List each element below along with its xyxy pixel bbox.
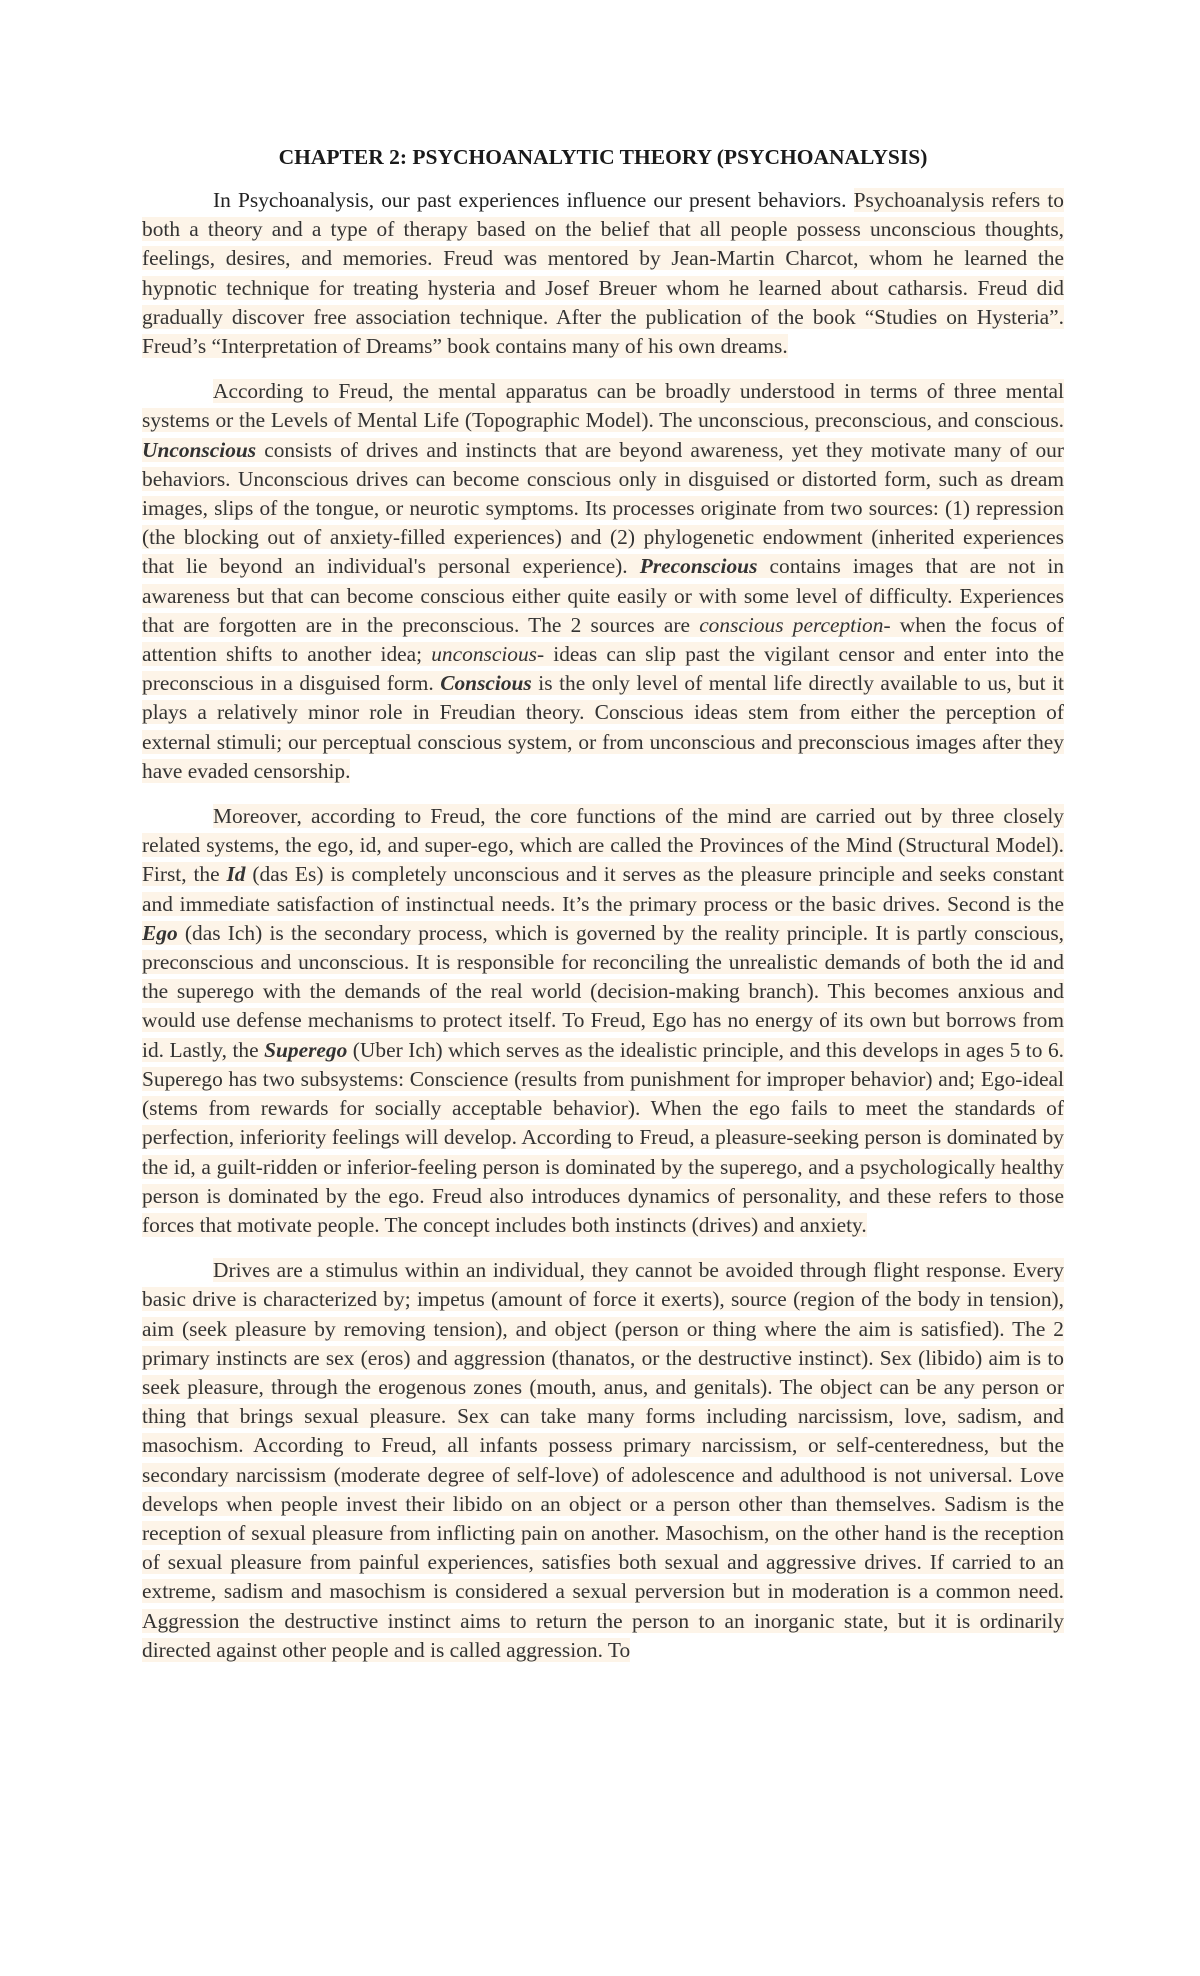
text-segment: Psychoanalysis refers to both a theory and a type of therapy based on the belief that all people possess unconscious thoughts, feelings, desires, and memories. Freud was mentored by Jean-Martin Charcot, whom he learned the hypnotic technique for treating hysteria and Josef Breuer whom he learned about catharsis. Freud did gradually discover free association technique. After the publication of the book “Studies on Hysteria”. Freud’s “Interpretation of Dreams” book contains many of his own dreams. xyxy=(142,188,1064,359)
emphasized-term: Ego xyxy=(142,920,178,945)
document-content xyxy=(142,143,1064,1681)
paragraph-list xyxy=(142,186,1064,1665)
text-segment: (das Es) is completely unconscious and it serves as the pleasure principle and seeks constant and immediate satisfaction of instinctual needs. It’s the primary process or the basic drives. Second is the xyxy=(142,862,1064,916)
text-segment: (das Ich) is the secondary process, which is governed by the reality principle. It is partly conscious, preconscious and unconscious. It is responsible for reconciling the unrealistic demands of both the id and the superego with the demands of the real world (decision-making branch). This becomes anxious and would use defense mechanisms to protect itself. To Freud, Ego has no energy of its own but borrows from id. Lastly, the xyxy=(142,920,1064,1062)
body-paragraph xyxy=(142,186,1064,361)
emphasized-term: Preconscious xyxy=(639,554,758,579)
emphasized-term: Conscious xyxy=(440,671,532,696)
emphasized-term: Unconscious xyxy=(142,437,257,462)
text-segment: contains images that are not in awareness but that can become conscious either quite easily or with some level of difficulty. Experiences that are forgotten are in the preconscious. The 2 sources are xyxy=(142,554,1064,637)
text-segment: (Uber Ich) which serves as the idealistic principle, and this develops in ages 5 to 6. Superego has two subsystems: Conscience (results from punishment for improper behavior) and; Ego-ideal (stems from rewards for socially acceptable behavior). When the ego fails to meet the standards of perfection, inferiority feelings will develop. According to Freud, a pleasure-seeking person is dominated by the id, a guilt-ridden or inferior-feeling person is dominated by the superego, and a psychologically healthy person is dominated by the ego. Freud also introduces dynamics of personality, and these refers to those forces that motivate people. The concept includes both instincts (drives) and anxiety. xyxy=(142,1037,1064,1237)
italic-term: unconscious xyxy=(431,642,537,667)
body-paragraph xyxy=(142,1256,1064,1665)
emphasized-term: Superego xyxy=(264,1037,348,1062)
emphasized-term: Id xyxy=(226,862,246,887)
text-segment: - ideas can slip past the vigilant censor and enter into the preconscious in a disguised form. xyxy=(142,642,1064,696)
body-paragraph xyxy=(142,802,1064,1240)
text-segment: Moreover, according to Freud, the core functions of the mind are carried out by three closely related systems, the ego, id, and super-ego, which are called the Provinces of the Mind (Structural Model). First, the xyxy=(142,804,1064,887)
text-segment: - when the focus of attention shifts to another idea; xyxy=(142,612,1064,667)
body-paragraph xyxy=(142,377,1064,786)
text-segment: Drives are a stimulus within an individual, they cannot be avoided through flight response. Every basic drive is characterized by; impetus (amount of force it exerts), source (region of the body in tension), aim (seek pleasure by removing tension), and object (person or thing where the aim is satisfied). The 2 primary instincts are sex (eros) and aggression (thanatos, or the destructive instinct). Sex (libido) aim is to seek pleasure, through the erogenous zones (mouth, anus, and genitals). The object can be any person or thing that brings sexual pleasure. Sex can take many forms including narcissism, love, sadism, and masochism. According to Freud, all infants possess primary narcissism, or self-centeredness, but the secondary narcissism (moderate degree of self-love) of adolescence and adulthood is not universal. Love develops when people invest their libido on an object or a person other than themselves. Sadism is the reception of sexual pleasure from inflicting pain on another. Masochism, on the other hand is the reception of sexual pleasure from painful experiences, satisfies both sexual and aggressive drives. If carried to an extreme, sadism and masochism is considered a sexual perversion but in moderation is a common need. Aggression the destructive instinct aims to return the person to an inorganic state, but it is ordinarily directed against other people and is called aggression. To xyxy=(142,1258,1064,1662)
chapter-title: CHAPTER 2: PSYCHOANALYTIC THEORY (PSYCHOANALYSIS) xyxy=(278,145,928,169)
text-segment: is the only level of mental life directly available to us, but it plays a relatively minor role in Freudian theory. Conscious ideas stem from either the perception of external stimuli; our perceptual conscious system, or from unconscious and preconscious images after they have evaded censorship. xyxy=(142,671,1064,783)
text-segment: consists of drives and instincts that are beyond awareness, yet they motivate many of our behaviors. Unconscious drives can become conscious only in disguised or distorted form, such as dream images, slips of the tongue, or neurotic symptoms. Its processes originate from two sources: (1) repression (the blocking out of anxiety-filled experiences) and (2) phylogenetic endowment (inherited experiences that lie beyond an individual's personal experience). xyxy=(142,437,1064,579)
italic-term: conscious perception xyxy=(699,612,884,637)
text-segment: In Psychoanalysis, our past experiences influence our present behaviors. xyxy=(213,188,854,212)
text-segment: According to Freud, the mental apparatus can be broadly understood in terms of three mental systems or the Levels of Mental Life (Topographic Model). The unconscious, preconscious, and conscious. xyxy=(142,379,1064,433)
